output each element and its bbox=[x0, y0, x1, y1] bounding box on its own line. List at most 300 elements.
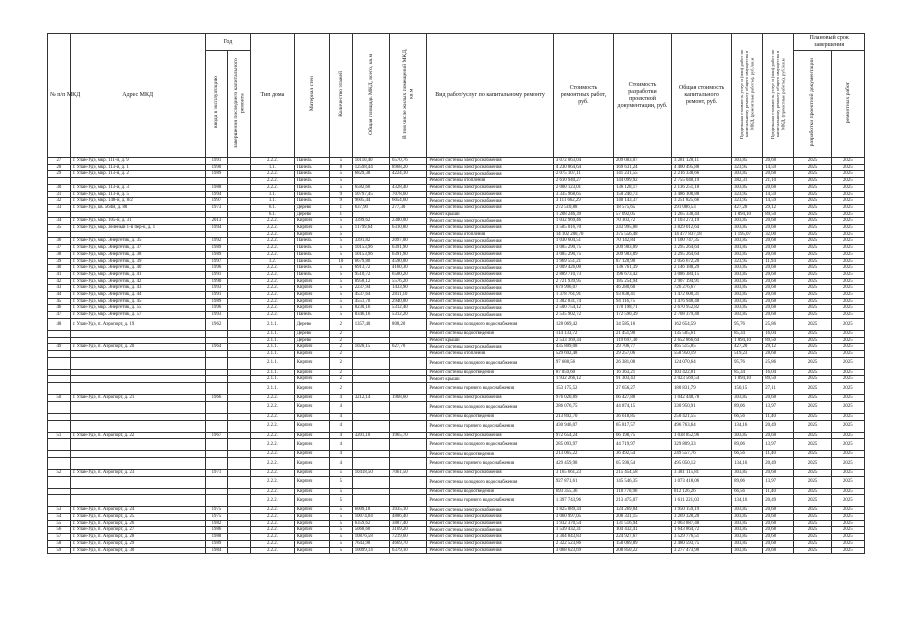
cell-floors: 5 bbox=[329, 540, 352, 547]
cell-repair-cost: 3 085 290,75 bbox=[553, 251, 613, 258]
cell-year-built: 1989 bbox=[205, 245, 228, 252]
cell-total-cost: 2 063 887,48 bbox=[672, 520, 732, 527]
cell-work-type: Ремонт системы отопления bbox=[427, 178, 553, 185]
cell-total-cost: 124 070,64 bbox=[672, 357, 732, 369]
cell-year-built bbox=[205, 383, 228, 395]
cell-address bbox=[70, 369, 205, 376]
cell-year-built: 1988 bbox=[205, 184, 228, 191]
cell-work-type: Ремонт системы водоотведения bbox=[427, 413, 553, 420]
cell-total-area bbox=[352, 401, 389, 413]
cell-total-cost: 135 585,61 bbox=[672, 330, 732, 337]
cell-total-area bbox=[352, 495, 389, 507]
cell-marginal-cost-2: 20,68 bbox=[763, 305, 794, 312]
cell-floors: 5 bbox=[329, 178, 352, 185]
cell-wall-material: Кирпич bbox=[294, 401, 329, 413]
cell-total-area: 10876,58 bbox=[352, 534, 389, 541]
cell-house-type: 2.2.2. bbox=[251, 171, 295, 178]
cell-wall-material: Кирпич bbox=[294, 285, 329, 292]
cell-year-built: 1966 bbox=[205, 395, 228, 402]
table-row bbox=[48, 218, 865, 225]
cell-planned-design: 2025 bbox=[794, 258, 831, 265]
header-residential-area-text: В том числе жилых помещений МКД, кв.м bbox=[401, 48, 415, 140]
table-row bbox=[48, 225, 865, 232]
cell-planned-repair: 2025 bbox=[831, 278, 864, 285]
cell-repair-cost: 3 111 662,29 bbox=[553, 198, 613, 205]
cell-repair-cost: 3 304 843,83 bbox=[553, 534, 613, 541]
cell-work-type: Ремонт системы холодного водоснабжения bbox=[427, 401, 553, 413]
cell-repair-cost: 1 032 969,46 bbox=[553, 218, 613, 225]
cell-year-last-repair bbox=[228, 439, 251, 451]
cell-house-type: 2.2.2. bbox=[251, 495, 295, 507]
header-wall-material bbox=[294, 34, 329, 158]
cell-work-type: Ремонт системы электроснабжения bbox=[427, 432, 553, 439]
cell-planned-design: 2025 bbox=[794, 211, 831, 218]
cell-design-cost: 87 120,90 bbox=[613, 258, 671, 265]
cell-marginal-cost-1: 66,56 bbox=[732, 451, 763, 458]
cell-work-type: Ремонт системы электроснабжения bbox=[427, 547, 553, 554]
cell-residential-area bbox=[390, 439, 427, 451]
cell-work-type: Ремонт системы электроснабжения bbox=[427, 265, 553, 272]
header-total-cost: Общая стоимость капитального ремонт, руб. bbox=[672, 34, 732, 158]
table-row bbox=[48, 305, 865, 312]
cell-marginal-cost-1: 303,85 bbox=[732, 218, 763, 225]
cell-floors: 5 bbox=[329, 245, 352, 252]
cell-house-type: 2.2.2. bbox=[251, 432, 295, 439]
cell-total-area bbox=[352, 178, 389, 185]
cell-total-area: 4551,70 bbox=[352, 298, 389, 305]
cell-repair-cost: 2 610 940,27 bbox=[553, 178, 613, 185]
cell-floors: 2 bbox=[329, 318, 352, 330]
cell-address bbox=[70, 488, 205, 495]
cell-design-cost: 57 092,05 bbox=[613, 211, 671, 218]
cell-total-cost: 3 529 776,51 bbox=[672, 534, 732, 541]
cell-design-cost: 136 761,39 bbox=[613, 265, 671, 272]
cell-marginal-cost-2: 20,68 bbox=[763, 534, 794, 541]
cell-num: 38 bbox=[48, 251, 71, 258]
cell-planned-repair: 2025 bbox=[831, 191, 864, 198]
cell-planned-design: 2025 bbox=[794, 547, 831, 554]
cell-total-cost: 249 557,76 bbox=[672, 451, 732, 458]
header-total-area bbox=[352, 34, 389, 158]
cell-repair-cost: 2 889 710,73 bbox=[553, 271, 613, 278]
cell-year-built bbox=[205, 439, 228, 451]
cell-address: г. Улан-Удэ, мкр. Энергетик, д. 43 bbox=[70, 285, 205, 292]
cell-design-cost: 141 231,55 bbox=[613, 171, 671, 178]
cell-marginal-cost-2: 20,68 bbox=[763, 225, 794, 232]
cell-design-cost: 104 432,41 bbox=[613, 527, 671, 534]
cell-address: г. Улан-Удэ, мкр. Энергетик, д. 40 bbox=[70, 265, 205, 272]
table-row bbox=[48, 527, 865, 534]
cell-marginal-cost-1: 303,85 bbox=[732, 251, 763, 258]
cell-design-cost: 65 590,54 bbox=[613, 457, 671, 469]
cell-wall-material: Кирпич bbox=[294, 547, 329, 554]
cell-num: 57 bbox=[48, 534, 71, 541]
cell-total-cost: 726 276,67 bbox=[672, 285, 732, 292]
cell-address bbox=[70, 413, 205, 420]
cell-wall-material: Панель bbox=[294, 171, 329, 178]
header-year-built-text: ввода в эксплуатацию bbox=[213, 76, 220, 129]
cell-house-type: 2.2.2. bbox=[251, 238, 295, 245]
cell-repair-cost: 285 093,97 bbox=[553, 439, 613, 451]
cell-residential-area: 3887,40 bbox=[390, 520, 427, 527]
cell-year-last-repair bbox=[228, 218, 251, 225]
cell-year-built: 1989 bbox=[205, 251, 228, 258]
cell-num bbox=[48, 350, 71, 357]
cell-marginal-cost-1: 134,16 bbox=[732, 420, 763, 432]
cell-marginal-cost-1: 303,85 bbox=[732, 184, 763, 191]
cell-work-type: Ремонт системы водоотведения bbox=[427, 451, 553, 458]
cell-year-last-repair bbox=[228, 534, 251, 541]
cell-floors: 5 bbox=[329, 534, 352, 541]
cell-marginal-cost-2: 20,68 bbox=[763, 432, 794, 439]
cell-address bbox=[70, 357, 205, 369]
cell-repair-cost: 3 335 968,65 bbox=[553, 191, 613, 198]
cell-address bbox=[70, 376, 205, 383]
cell-work-type: Ремонт системы электроснабжения bbox=[427, 204, 553, 211]
table-row bbox=[48, 507, 865, 514]
cell-house-type: 2.1.1. bbox=[251, 357, 295, 369]
cell-marginal-cost-1: 303,85 bbox=[732, 245, 763, 252]
cell-total-area: 8230,16 bbox=[352, 305, 389, 312]
cell-address bbox=[70, 330, 205, 337]
table-row bbox=[48, 520, 865, 527]
cell-repair-cost: 128 069,42 bbox=[553, 318, 613, 330]
cell-address bbox=[70, 401, 205, 413]
cell-work-type: Ремонт системы электроснабжения bbox=[427, 285, 553, 292]
cell-year-last-repair bbox=[228, 357, 251, 369]
cell-year-last-repair bbox=[228, 198, 251, 205]
cell-wall-material: Кирпич bbox=[294, 298, 329, 305]
cell-residential-area: 7219,60 bbox=[390, 534, 427, 541]
cell-year-built: 1975 bbox=[205, 507, 228, 514]
cell-repair-cost: 2 500 754,12 bbox=[553, 305, 613, 312]
table-row bbox=[48, 318, 865, 330]
cell-repair-cost: 972 654,24 bbox=[553, 432, 613, 439]
cell-design-cost: 36 492,54 bbox=[613, 451, 671, 458]
cell-total-cost: 3 381 115,81 bbox=[672, 469, 732, 476]
cell-work-type: Ремонт системы электроснабжения bbox=[427, 534, 553, 541]
cell-work-type: Ремонт крыши bbox=[427, 376, 553, 383]
cell-year-built: 1989 bbox=[205, 171, 228, 178]
cell-planned-design: 2025 bbox=[794, 251, 831, 258]
cell-num: 50 bbox=[48, 395, 71, 402]
cell-num bbox=[48, 211, 71, 218]
cell-repair-cost: 976 020,89 bbox=[553, 395, 613, 402]
cell-house-type: 2.2.2. bbox=[251, 278, 295, 285]
cell-wall-material: Кирпич bbox=[294, 395, 329, 402]
cell-house-type: 2.2.2. bbox=[251, 184, 295, 191]
cell-design-cost: 29 706,77 bbox=[613, 344, 671, 351]
cell-design-cost: 196 673,42 bbox=[613, 271, 671, 278]
cell-total-area: 11799,64 bbox=[352, 225, 389, 232]
cell-total-area: 3391,82 bbox=[352, 238, 389, 245]
cell-planned-repair: 2025 bbox=[831, 369, 864, 376]
cell-work-type: Ремонт системы электроснабжения bbox=[427, 184, 553, 191]
cell-design-cost: 209 083,07 bbox=[613, 158, 671, 165]
cell-marginal-cost-1: 303,85 bbox=[732, 271, 763, 278]
cell-repair-cost: 3 068 623,69 bbox=[553, 547, 613, 554]
cell-total-area bbox=[352, 488, 389, 495]
cell-marginal-cost-2: 20,68 bbox=[763, 238, 794, 245]
cell-house-type: 6.1. bbox=[251, 204, 295, 211]
cell-wall-material: Кирпич bbox=[294, 527, 329, 534]
cell-design-cost: 145 546,35 bbox=[613, 476, 671, 488]
cell-work-type: Ремонт системы отопления bbox=[427, 231, 553, 238]
header-year-last-repair bbox=[228, 51, 251, 158]
cell-repair-cost: 2 000 123,01 bbox=[553, 184, 613, 191]
cell-marginal-cost-1: 95,76 bbox=[732, 318, 763, 330]
cell-house-type: 2.2.2. bbox=[251, 225, 295, 232]
cell-planned-repair: 2025 bbox=[831, 476, 864, 488]
cell-floors: 2 bbox=[329, 383, 352, 395]
cell-marginal-cost-2: 32,00 bbox=[763, 231, 794, 238]
cell-year-built: 1973 bbox=[205, 204, 228, 211]
cell-design-cost: 209 983,89 bbox=[613, 251, 671, 258]
cell-year-built bbox=[205, 451, 228, 458]
cell-num: 37 bbox=[48, 245, 71, 252]
cell-repair-cost: 1 208 246,39 bbox=[553, 211, 613, 218]
cell-marginal-cost-2: 20,68 bbox=[763, 271, 794, 278]
cell-address: г. Улан-Удэ, мкр. 105-й, д. 31 bbox=[70, 218, 205, 225]
cell-num bbox=[48, 178, 71, 185]
cell-year-built bbox=[205, 178, 228, 185]
cell-marginal-cost-1: 66,56 bbox=[732, 488, 763, 495]
cell-year-last-repair bbox=[228, 318, 251, 330]
cell-num: 30 bbox=[48, 184, 71, 191]
cell-total-cost: 1 100 747,35 bbox=[672, 238, 732, 245]
cell-total-area bbox=[352, 383, 389, 395]
cell-repair-cost: 1 825 889,34 bbox=[553, 507, 613, 514]
cell-year-last-repair bbox=[228, 225, 251, 232]
cell-marginal-cost-2: 11,40 bbox=[763, 488, 794, 495]
cell-design-cost: 65 817,57 bbox=[613, 420, 671, 432]
cell-house-type: 2.2.2. bbox=[251, 298, 295, 305]
cell-marginal-cost-1: 89,06 bbox=[732, 476, 763, 488]
cell-planned-repair: 2025 bbox=[831, 298, 864, 305]
cell-marginal-cost-2: 14,59 bbox=[763, 164, 794, 171]
cell-num: 39 bbox=[48, 258, 71, 265]
cell-repair-cost: 3 585 016,70 bbox=[553, 225, 613, 232]
cell-work-type: Ремонт системы электроснабжения bbox=[427, 278, 553, 285]
cell-work-type: Ремонт системы электроснабжения bbox=[427, 292, 553, 299]
cell-house-type: 2.2.2. bbox=[251, 420, 295, 432]
table-row bbox=[48, 258, 865, 265]
cell-year-last-repair bbox=[228, 184, 251, 191]
cell-total-cost: 180 831,79 bbox=[672, 383, 732, 395]
cell-floors: 5 bbox=[329, 520, 352, 527]
cell-design-cost: 150 240,73 bbox=[613, 191, 671, 198]
cell-marginal-cost-2: 16,04 bbox=[763, 369, 794, 376]
cell-repair-cost: 114 133,72 bbox=[553, 330, 613, 337]
cell-total-area: 6829,38 bbox=[352, 171, 389, 178]
table-row bbox=[48, 278, 865, 285]
table-row bbox=[48, 178, 865, 185]
cell-residential-area bbox=[390, 420, 427, 432]
cell-address: г. Улан-Удэ, мкр. Энергетик, д. 39 bbox=[70, 258, 205, 265]
cell-planned-repair: 2025 bbox=[831, 401, 864, 413]
table-row bbox=[48, 413, 865, 420]
cell-house-type: 2.2.2. bbox=[251, 401, 295, 413]
cell-total-area bbox=[352, 231, 389, 238]
cell-work-type: Ремонт системы электроснабжения bbox=[427, 171, 553, 178]
cell-marginal-cost-1: 66,56 bbox=[732, 413, 763, 420]
cell-year-last-repair bbox=[228, 204, 251, 211]
cell-num: 43 bbox=[48, 285, 71, 292]
cell-year-built bbox=[205, 357, 228, 369]
cell-design-cost: 144 099,92 bbox=[613, 178, 671, 185]
cell-house-type: 2.2.2. bbox=[251, 476, 295, 488]
cell-residential-area bbox=[390, 211, 427, 218]
cell-num: 56 bbox=[48, 527, 71, 534]
cell-planned-design: 2025 bbox=[794, 198, 831, 205]
cell-house-type: 2.1.1. bbox=[251, 330, 295, 337]
cell-marginal-cost-2: 89,50 bbox=[763, 376, 794, 383]
cell-floors: 4 bbox=[329, 413, 352, 420]
cell-total-cost: 2 708 379,40 bbox=[672, 312, 732, 319]
cell-total-cost: 14 477 837,18 bbox=[672, 231, 732, 238]
cell-floors: 5 bbox=[329, 231, 352, 238]
cell-num bbox=[48, 383, 71, 395]
cell-planned-design: 2025 bbox=[794, 457, 831, 469]
cell-num: 35 bbox=[48, 225, 71, 232]
cell-address: г. Улан-Удэ, мкр. 113-й, д. 5 bbox=[70, 191, 205, 198]
cell-year-built: 1967 bbox=[205, 432, 228, 439]
cell-wall-material: Кирпич bbox=[294, 488, 329, 495]
cell-total-cost: 1 265 338,44 bbox=[672, 211, 732, 218]
cell-wall-material: Кирпич bbox=[294, 231, 329, 238]
cell-year-built: 1993 bbox=[205, 312, 228, 319]
cell-year-last-repair bbox=[228, 514, 251, 521]
table-row bbox=[48, 469, 865, 476]
cell-planned-design: 2025 bbox=[794, 344, 831, 351]
cell-work-type: Ремонт системы электроснабжения bbox=[427, 225, 553, 232]
cell-residential-area bbox=[390, 413, 427, 420]
cell-num bbox=[48, 488, 71, 495]
cell-floors: 5 bbox=[329, 171, 352, 178]
cell-repair-cost: 213 065,22 bbox=[553, 451, 613, 458]
cell-year-built bbox=[205, 330, 228, 337]
cell-planned-repair: 2025 bbox=[831, 337, 864, 344]
cell-year-built bbox=[205, 420, 228, 432]
cell-wall-material: Кирпич bbox=[294, 278, 329, 285]
cell-address: г. Улан-Удэ, мкр. Энергетик, д. 41 bbox=[70, 271, 205, 278]
cell-marginal-cost-1: 303,85 bbox=[732, 265, 763, 272]
cell-year-last-repair bbox=[228, 420, 251, 432]
cell-house-type: 2.2.2. bbox=[251, 540, 295, 547]
cell-total-area: 3201,10 bbox=[352, 432, 389, 439]
cell-house-type: 2.2.2. bbox=[251, 413, 295, 420]
cell-total-cost: 2 755 040,19 bbox=[672, 178, 732, 185]
cell-wall-material: Кирпич bbox=[294, 520, 329, 527]
cell-total-area: 8346,16 bbox=[352, 312, 389, 319]
cell-design-cost: 124 269,84 bbox=[613, 507, 671, 514]
cell-residential-area bbox=[390, 495, 427, 507]
table-row bbox=[48, 439, 865, 451]
header-house-type: Тип дома bbox=[251, 34, 295, 158]
cell-design-cost: 172 590,39 bbox=[613, 312, 671, 319]
cell-year-last-repair bbox=[228, 298, 251, 305]
cell-floors: 5 bbox=[329, 271, 352, 278]
cell-total-area: 3399,62 bbox=[352, 218, 389, 225]
cell-marginal-cost-1: 382,31 bbox=[732, 178, 763, 185]
cell-total-cost: 3 486 108,88 bbox=[672, 191, 732, 198]
cell-house-type: 2.2.2. bbox=[251, 312, 295, 319]
cell-floors: 5 bbox=[329, 158, 352, 165]
cell-marginal-cost-1: 303,85 bbox=[732, 540, 763, 547]
cell-marginal-cost-1: 303,85 bbox=[732, 395, 763, 402]
cell-house-type: 2.2.2. bbox=[251, 547, 295, 554]
cell-address bbox=[70, 383, 205, 395]
cell-address: г. Улан-Удэ, мкр. Зеленый 1-й пер-к, д. 1 bbox=[70, 225, 205, 232]
cell-residential-area: 3935,10 bbox=[390, 507, 427, 514]
header-design-cost: Стоимость разработки проектной документации, руб. bbox=[613, 34, 671, 158]
cell-address bbox=[70, 231, 205, 238]
cell-year-last-repair bbox=[228, 251, 251, 258]
cell-design-cost: 136 128,17 bbox=[613, 184, 671, 191]
cell-total-area: 2237,94 bbox=[352, 285, 389, 292]
cell-marginal-cost-2: 20,68 bbox=[763, 184, 794, 191]
cell-repair-cost: 927 871,61 bbox=[553, 476, 613, 488]
cell-marginal-cost-2: 13,97 bbox=[763, 401, 794, 413]
cell-wall-material: Кирпич bbox=[294, 350, 329, 357]
cell-repair-cost: 3 085 290,75 bbox=[553, 245, 613, 252]
cell-work-type: Ремонт системы электроснабжения bbox=[427, 312, 553, 319]
cell-wall-material: Дерево bbox=[294, 337, 329, 344]
cell-wall-material: Дерево bbox=[294, 330, 329, 337]
cell-design-cost: 119 697,30 bbox=[613, 337, 671, 344]
cell-residential-area bbox=[390, 178, 427, 185]
cell-marginal-cost-1: 303,85 bbox=[732, 520, 763, 527]
table-row bbox=[48, 344, 865, 351]
table-row bbox=[48, 369, 865, 376]
cell-marginal-cost-2: 13,97 bbox=[763, 439, 794, 451]
cell-floors: 5 bbox=[329, 305, 352, 312]
cell-num: 58 bbox=[48, 540, 71, 547]
cell-repair-cost: 14 102 280,70 bbox=[553, 231, 613, 238]
cell-year-last-repair bbox=[228, 344, 251, 351]
cell-design-cost: 209 983,89 bbox=[613, 245, 671, 252]
table-row bbox=[48, 198, 865, 205]
cell-address: г. Улан-Удэ, мкр. Энергетик, д. 45 bbox=[70, 298, 205, 305]
cell-work-type: Ремонт системы холодного водоснабжения bbox=[427, 357, 553, 369]
cell-marginal-cost-1: 303,85 bbox=[732, 507, 763, 514]
cell-residential-area: 808,20 bbox=[390, 318, 427, 330]
table-row bbox=[48, 184, 865, 191]
header-total-area-text: Общая площадь МКД, всего, кв.м bbox=[367, 53, 374, 135]
cell-year-last-repair bbox=[228, 258, 251, 265]
cell-wall-material: Панель bbox=[294, 265, 329, 272]
cell-year-built: 1997 bbox=[205, 258, 228, 265]
cell-marginal-cost-2: 20,68 bbox=[763, 171, 794, 178]
cell-num: 49 bbox=[48, 344, 71, 351]
table-row bbox=[48, 158, 865, 165]
cell-house-type: 2.2.2. bbox=[251, 271, 295, 278]
cell-total-cost: 1 643 864,72 bbox=[672, 527, 732, 534]
cell-work-type: Ремонт системы электроснабжения bbox=[427, 258, 553, 265]
cell-planned-repair: 2025 bbox=[831, 520, 864, 527]
cell-house-type: 1.1. bbox=[251, 198, 295, 205]
cell-repair-cost: 272 510,88 bbox=[553, 204, 613, 211]
cell-house-type: 2.2.2. bbox=[251, 285, 295, 292]
cell-planned-repair: 2025 bbox=[831, 507, 864, 514]
cell-work-type: Ремонт системы электроснабжения bbox=[427, 520, 553, 527]
header-work-type: Вид работ/услуг по капитальному ремонту bbox=[427, 34, 553, 158]
cell-house-type: 2.2.2. bbox=[251, 265, 295, 272]
cell-num bbox=[48, 457, 71, 469]
cell-planned-design: 2025 bbox=[794, 171, 831, 178]
cell-floors: 2 bbox=[329, 344, 352, 351]
cell-total-area bbox=[352, 330, 389, 337]
